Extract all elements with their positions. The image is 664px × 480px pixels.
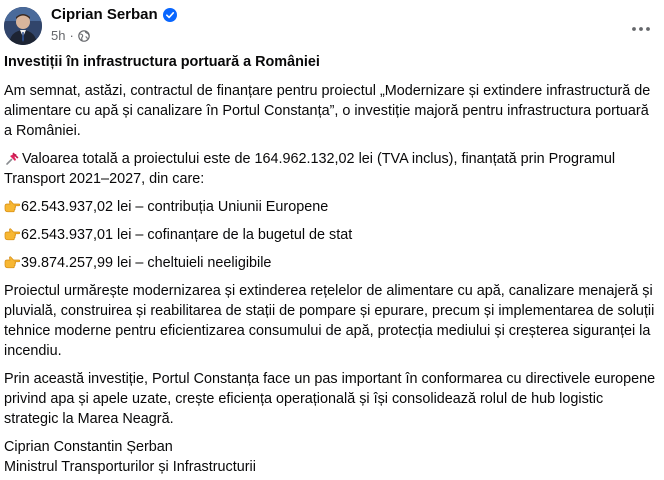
author-name: Ciprian Serban — [51, 6, 158, 23]
funding-item — [4, 225, 656, 245]
avatar[interactable] — [4, 7, 42, 45]
project-objective: Proiectul urmărește modernizarea și extinderea rețelelor de alimentare cu apă, canalizare menajeră și pluvială, construirea și reabilitarea de stații de pompare și epurare, precum și implementarea de soluții tehnice moderne pentru eficientizarea consumului de apă, protecția mediului și creșterea siguranței la incendiu. — [4, 283, 655, 359]
project-impact: Prin această investiție, Portul Constanța face un pas important în conformarea cu directivele europene privind apa și apele uzate, crește eficiența operațională și își consolidează rolul de hub logistic strategic la Marea Neagră. — [4, 371, 656, 427]
backhand-index-pointing-right-icon — [4, 225, 21, 245]
post-content — [4, 52, 656, 477]
funding-state-budget: 62.543.937,01 lei – cofinanțare de la bugetul de stat — [21, 227, 353, 243]
backhand-index-pointing-right-icon — [4, 197, 21, 217]
funding-item — [4, 197, 656, 217]
project-value-text: Valoarea totală a proiectului este de 164.962.132,02 lei (TVA inclus), finanțată prin Programul Transport 2021–2027, din care: — [4, 151, 616, 187]
more-options-button[interactable] — [627, 13, 655, 41]
meta-separator: · — [69, 28, 74, 43]
project-value-line — [4, 149, 656, 189]
author-name-link[interactable] — [51, 6, 177, 23]
backhand-index-pointing-right-icon — [4, 253, 21, 273]
post-timestamp[interactable]: 5h — [51, 28, 66, 43]
round-pushpin-icon — [4, 149, 22, 169]
signature-name: Ciprian Constantin Șerban — [4, 439, 173, 455]
signature-role: Ministrul Transporturilor și Infrastructurii — [4, 459, 256, 475]
funding-item — [4, 253, 656, 273]
post-meta — [51, 28, 90, 43]
signature — [4, 437, 656, 477]
post-header — [0, 0, 664, 52]
more-options-icon — [632, 18, 650, 36]
post-title: Investiții în infrastructura portuară a României — [4, 54, 320, 70]
funding-eu: 62.543.937,02 lei – contribuția Uniunii Europene — [21, 199, 329, 215]
post-intro: Am semnat, astăzi, contractul de finanțare pentru proiectul „Modernizare și extindere infrastructură de alimentare cu apă și canalizare în Portul Constanța”, o investiție majoră pentru infrastructura portuară a României. — [4, 83, 651, 139]
globe-icon[interactable] — [78, 30, 90, 42]
verified-badge-icon — [163, 8, 177, 22]
funding-ineligible: 39.874.257,99 lei – cheltuieli neeligibile — [21, 255, 272, 271]
